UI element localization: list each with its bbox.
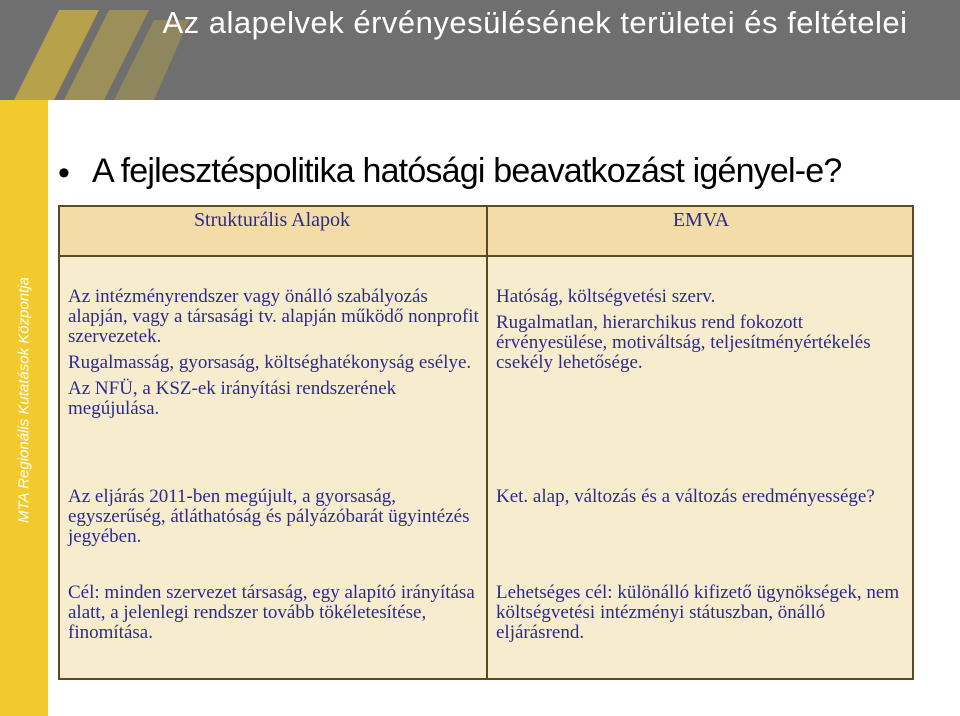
table-cell-r1-left	[68, 287, 480, 419]
sidebar-institute-label: MTA Regionális Kutatások Központja	[15, 277, 33, 523]
cell-text: Az NFÜ, a KSZ-ek irányítási rendszerének megújulása.	[68, 378, 397, 419]
header-structural-funds: Strukturális Alapok	[193, 209, 351, 231]
table-cell-r2-left	[68, 487, 480, 547]
slide-question: A fejlesztéspolitika hatósági beavatkozást igényel-e?	[92, 152, 842, 190]
cell-text: Ket. alap, változás és a változás eredményessége?	[496, 486, 875, 507]
cell-text: Cél: minden szervezet társaság, egy alapító irányítása alatt, a jelenlegi rendszer tovább tökéletesítése, finomítása.	[68, 582, 475, 643]
table-cell-r1-right	[496, 287, 906, 373]
cell-text: Az intézményrendszer vagy önálló szabályozás alapján, vagy a társasági tv. alapján működő nonprofit szervezetek.	[68, 286, 479, 347]
table-divider	[486, 205, 488, 680]
cell-text: Hatóság, költségvetési szerv.	[496, 286, 716, 307]
slide-title: Az alapelvek érvényesülésének területei és feltételei	[162, 5, 908, 40]
table-border-top	[58, 205, 914, 207]
table-border-bottom	[58, 678, 914, 680]
cell-text: Rugalmasság, gyorsaság, költséghatékonyság esélye.	[68, 352, 472, 373]
sidebar-band	[0, 100, 48, 716]
table-cell-r3-right	[496, 583, 906, 643]
cell-text: Az eljárás 2011-ben megújult, a gyorsaság, egyszerűség, átláthatóság és pályázóbarát ügyintézés jegyében.	[68, 486, 470, 547]
cell-text: Lehetséges cél: különálló kifizető ügynökségek, nem költségvetési intézményi státuszban, önálló eljárásrend.	[496, 582, 900, 643]
header-emva: EMVA	[672, 209, 730, 231]
table-border-right	[912, 205, 914, 680]
table-cell-r2-right	[496, 487, 906, 507]
table-cell-r3-left	[68, 583, 480, 643]
cell-text: Rugalmatlan, hierarchikus rend fokozott érvényesülése, motiváltság, teljesítményértékelés csekély lehetősége.	[496, 312, 871, 373]
page-number: 4	[909, 688, 920, 708]
table-header-separator	[58, 255, 914, 257]
bullet-marker: •	[58, 154, 70, 192]
table-border-left	[58, 205, 60, 680]
